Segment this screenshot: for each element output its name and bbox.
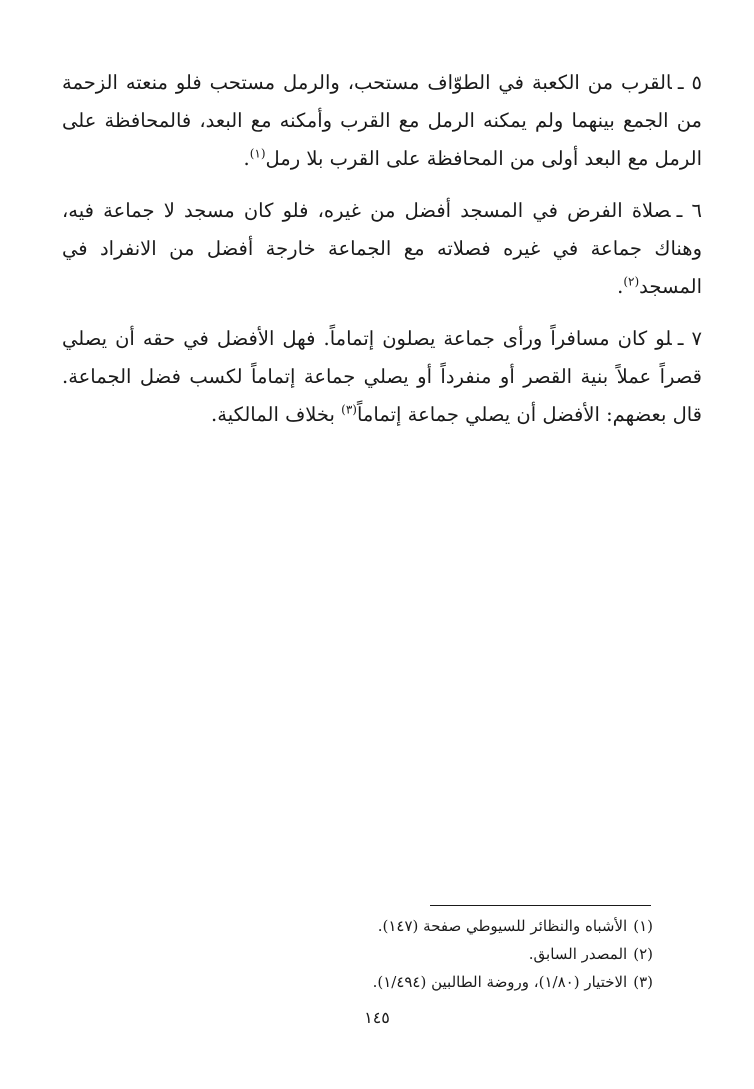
main-text [62,64,702,448]
paragraph-number: ٧ ـ [677,327,702,350]
paragraph-text: صلاة الفرض في المسجد أفضل من غيره، فلو كان مسجد لا جماعة فيه، وهناك جماعة في غيره فصلاته مع الجماعة خارجة أفضل من الانفراد في المسجد [62,199,702,298]
paragraph-end: . [243,147,250,170]
footnote-text: الأشباه والنظائر للسيوطي صفحة (١٤٧). [377,917,628,935]
paragraph-7 [62,320,702,434]
footnote-number: (٣) [633,973,653,991]
footnote-ref: (١) [249,146,266,161]
footnote-number: (٢) [633,945,653,963]
footnote-3 [200,968,653,996]
paragraph-5 [62,64,702,178]
paragraph-number: ٥ ـ [677,71,702,94]
paragraph-number: ٦ ـ [676,199,702,222]
footnote-1 [200,912,653,940]
paragraph-end: بخلاف المالكية. [211,403,342,426]
paragraph-text: لو كان مسافراً ورأى جماعة يصلون إتماماً. فهل الأفضل في حقه أن يصلي قصراً عملاً بنية القصر أو منفرداً أو يصلي جماعة إتماماً لكسب فضل الجماعة. قال بعضهم: الأفضل أن يصلي جماعة إتماماً [62,327,702,426]
paragraph-end: . [617,275,624,298]
footnote-2 [200,940,653,968]
paragraph-text: القرب من الكعبة في الطوّاف مستحب، والرمل مستحب فلو منعته الزحمة من الجمع بينهما ولم يمكنه الرمل مع القرب وأمكنه مع البعد، فالمحافظة على الرمل مع البعد أولى من المحافظة على القرب بلا رمل [62,71,702,170]
footnotes [200,912,653,996]
footnote-number: (١) [633,917,653,935]
footnote-text: المصدر السابق. [528,945,628,963]
footnote-ref: (٢) [623,274,640,289]
page-number: ١٤٥ [364,1008,390,1027]
footnote-ref: (٣) [341,402,357,417]
paragraph-6 [62,192,702,306]
footnote-text: الاختيار (١/٨٠)، وروضة الطالبين (١/٤٩٤). [372,973,628,991]
footnote-separator [430,905,651,906]
